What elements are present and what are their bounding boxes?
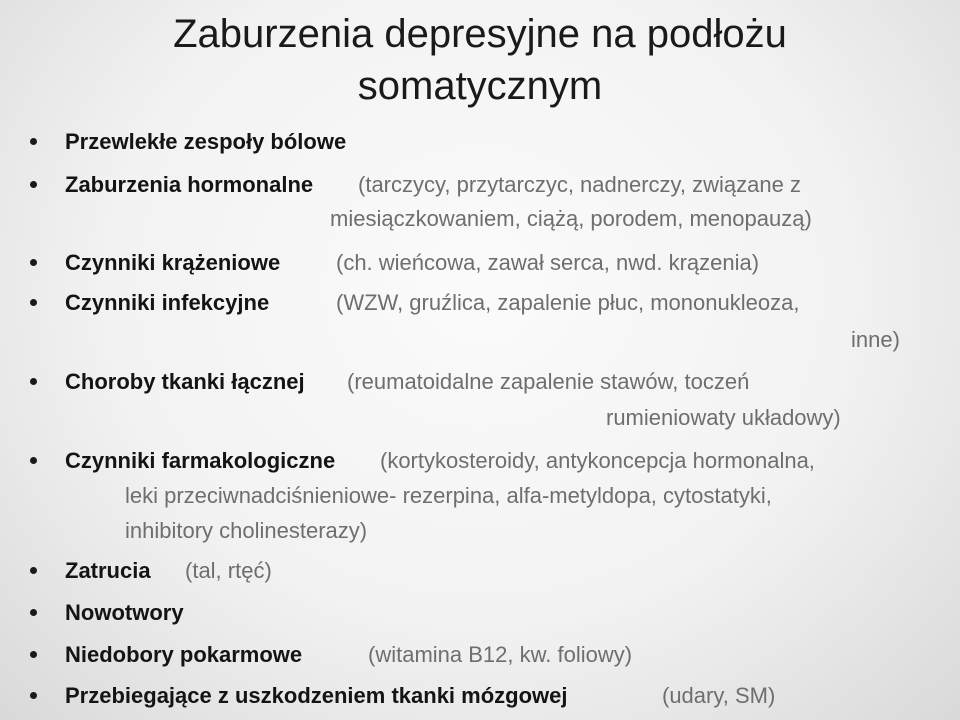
bullet-icon	[30, 378, 37, 385]
item-label: Przebiegające z uszkodzeniem tkanki mózgowej	[65, 683, 568, 708]
item-detail: (WZW, gruźlica, zapalenie płuc, mononukleoza,	[336, 290, 800, 315]
item-detail: (witamina B12, kw. foliowy)	[368, 642, 633, 667]
item-detail: (udary, SM)	[662, 683, 776, 708]
bullet-icon	[30, 259, 37, 266]
item-detail: (reumatoidalne zapalenie stawów, toczeń	[347, 369, 750, 394]
bullet-icon	[30, 609, 37, 616]
item-detail: inne)	[851, 327, 900, 352]
bullet-icon	[30, 692, 37, 699]
bullet-icon	[30, 457, 37, 464]
bullet-icon	[30, 181, 37, 188]
item-label: Przewlekłe zespoły bólowe	[65, 129, 347, 154]
item-detail: (ch. wieńcowa, zawał serca, nwd. krązenia)	[336, 250, 760, 275]
item-label: Czynniki krążeniowe	[65, 250, 281, 275]
item-label: Niedobory pokarmowe	[65, 642, 303, 667]
item-label: Czynniki infekcyjne	[65, 290, 270, 315]
bullet-icon	[30, 567, 37, 574]
item-detail: rumieniowaty układowy)	[606, 405, 841, 430]
item-detail: inhibitory cholinesterazy)	[125, 518, 368, 543]
slide-title	[40, 8, 920, 112]
bullet-icon	[30, 651, 37, 658]
item-label: Choroby tkanki łącznej	[65, 369, 305, 394]
item-label: Nowotwory	[65, 600, 184, 625]
item-label: Zatrucia	[65, 558, 151, 583]
item-detail: miesiączkowaniem, ciążą, porodem, menopauzą)	[330, 206, 812, 231]
item-detail: (tal, rtęć)	[185, 558, 272, 583]
item-detail: leki przeciwnadciśnieniowe- rezerpina, alfa-metyldopa, cytostatyki,	[125, 483, 772, 508]
bullet-icon	[30, 138, 37, 145]
item-label: Zaburzenia hormonalne	[65, 172, 314, 197]
item-label: Czynniki farmakologiczne	[65, 448, 336, 473]
item-detail: (tarczycy, przytarczyc, nadnerczy, związane z	[358, 172, 801, 197]
title-line-1: Zaburzenia depresyjne na podłożu	[173, 12, 787, 56]
title-line-2: somatycznym	[357, 64, 603, 108]
item-detail: (kortykosteroidy, antykoncepcja hormonalna,	[380, 448, 815, 473]
bullet-icon	[30, 299, 37, 306]
